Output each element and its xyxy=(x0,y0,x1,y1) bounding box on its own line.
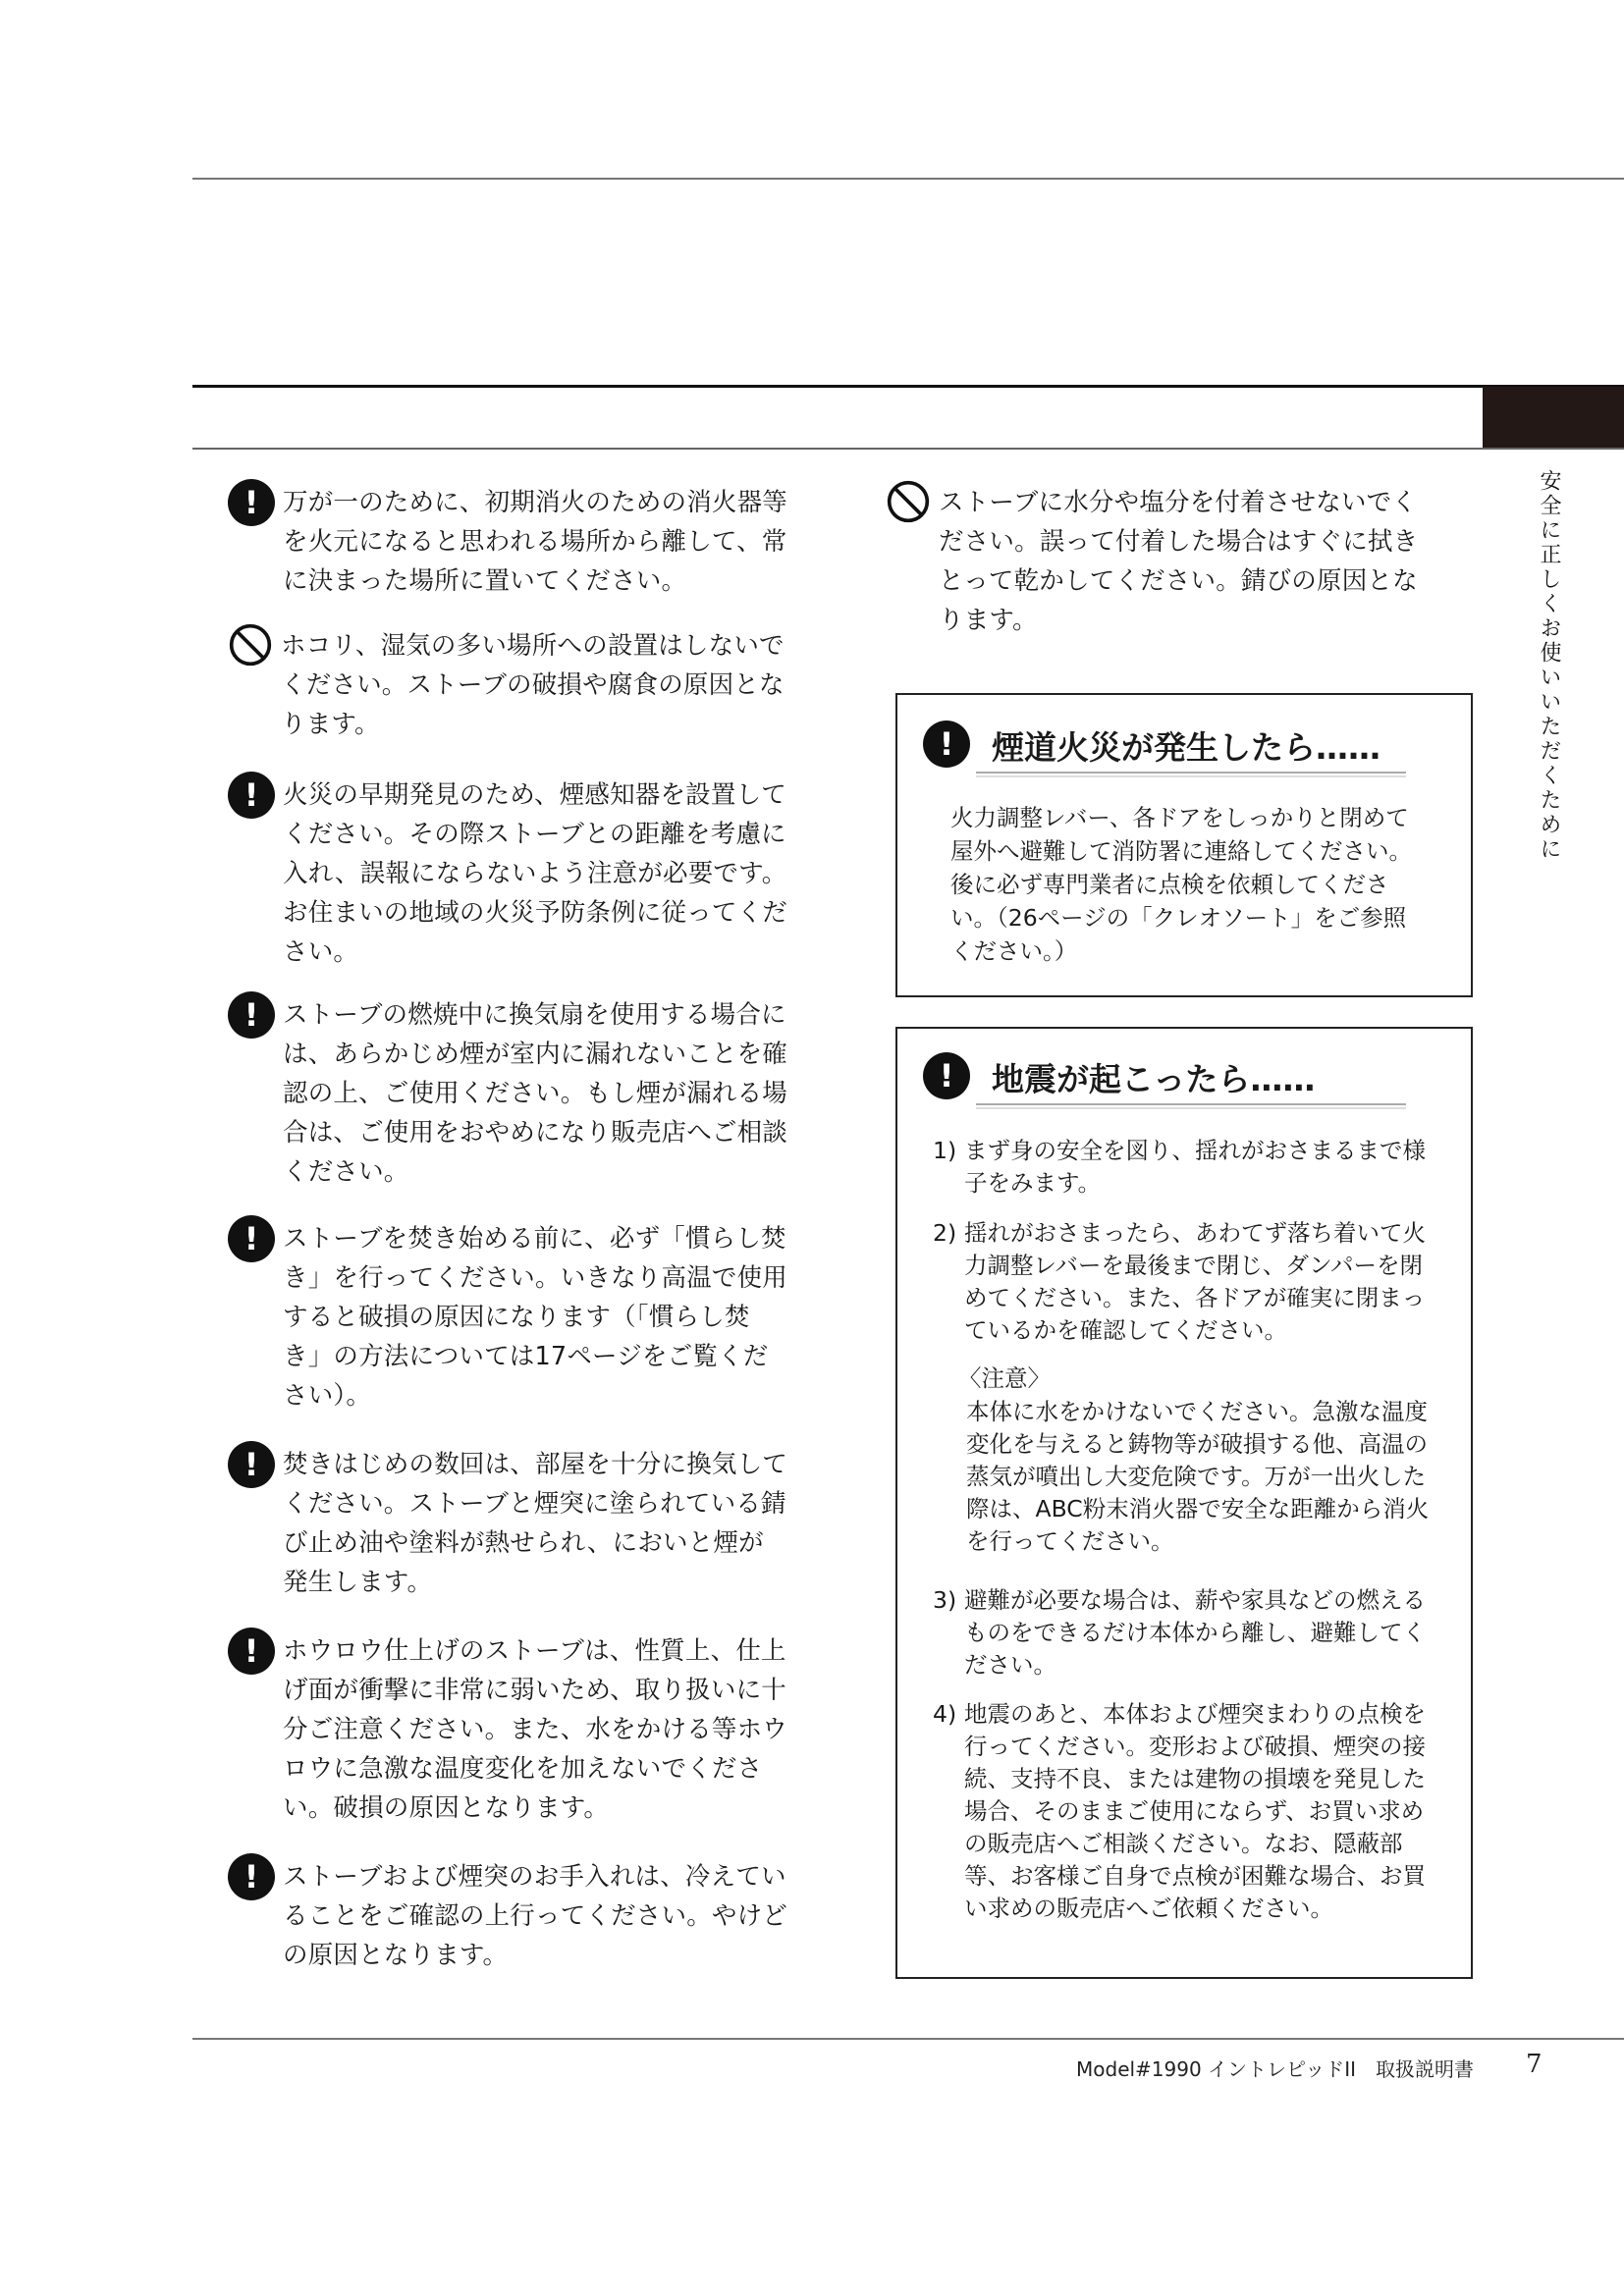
header-subrule xyxy=(192,448,1624,450)
list-text: まず身の安全を図り、揺れがおさまるまで様子をみます。 xyxy=(964,1137,1426,1197)
caution-item xyxy=(228,483,787,601)
list-number: 2) xyxy=(933,1219,957,1247)
box-header xyxy=(923,722,1380,769)
title-underline xyxy=(976,1103,1406,1109)
caution-item xyxy=(228,995,787,1192)
chimney-fire-box xyxy=(895,693,1473,997)
box-title: 地震が起こったら…… xyxy=(992,1060,1316,1098)
list-item xyxy=(933,1135,1432,1200)
caution-text: ストーブおよび煙突のお手入れは、冷えていることをご確認の上行ってください。やけどの原因となります。 xyxy=(283,1862,788,1970)
page-number: 7 xyxy=(1526,2050,1543,2079)
footer-rule xyxy=(192,2038,1624,2040)
caution-item xyxy=(228,1219,787,1415)
caution-item xyxy=(228,775,787,972)
exclamation-icon: ! xyxy=(228,1628,275,1675)
list-item xyxy=(933,1584,1432,1682)
caution-text: 万が一のために、初期消火のための消火器等を火元になると思われる場所から離して、常に決まった場所に置いてください。 xyxy=(283,488,788,596)
list-item xyxy=(933,1217,1432,1347)
exclamation-icon: ! xyxy=(228,1215,275,1262)
list-text: 避難が必要な場合は、薪や家具などの燃えるものをできるだけ本体から離し、避難してください。 xyxy=(964,1586,1426,1679)
note-title: 〈注意〉 xyxy=(958,1364,1051,1392)
list-item xyxy=(933,1698,1432,1925)
caution-text: 火災の早期発見のため、煙感知器を設置してください。その際ストーブとの距離を考慮に入れ、誤報にならないよう注意が必要です。お住まいの地域の火災予防条例に従ってください。 xyxy=(283,780,788,967)
top-rule xyxy=(192,178,1624,180)
exclamation-icon: ! xyxy=(228,772,275,819)
caution-item xyxy=(228,1631,787,1828)
section-title: 安全に正しくお使いいただくために xyxy=(1537,469,1561,862)
list-number: 1) xyxy=(933,1137,957,1164)
section-tab xyxy=(1483,387,1624,448)
caution-item xyxy=(228,626,787,744)
list-number: 3) xyxy=(933,1586,957,1614)
title-underline xyxy=(976,772,1406,777)
caution-item xyxy=(228,1857,787,1975)
footer-model: Model#1990 イントレピッドII 取扱説明書 xyxy=(1076,2057,1475,2081)
list-number: 4) xyxy=(933,1700,957,1728)
exclamation-icon: ! xyxy=(923,721,970,768)
prohibit-icon xyxy=(228,622,273,667)
box-header xyxy=(923,1054,1315,1100)
exclamation-icon: ! xyxy=(228,991,275,1039)
exclamation-icon: ! xyxy=(228,479,275,526)
earthquake-box xyxy=(895,1027,1473,1979)
caution-text: ホコリ、湿気の多い場所への設置はしないでください。ストーブの破損や腐食の原因となります。 xyxy=(281,631,785,739)
caution-text: ホウロウ仕上げのストーブは、性質上、仕上げ面が衝撃に非常に弱いため、取り扱いに十分ご注意ください。また、水をかける等ホウロウに急激な温度変化を加えないでください。破損の原因となります。 xyxy=(283,1636,788,1823)
caution-text: ストーブを焚き始める前に、必ず「慣らし焚き」を行ってください。いきなり高温で使用すると破損の原因になります（「慣らし焚き」の方法については17ページをご覧ください）。 xyxy=(283,1224,788,1411)
list-text: 揺れがおさまったら、あわてず落ち着いて火力調整レバーを最後まで閉じ、ダンパーを閉めてください。また、各ドアが確実に閉まっているかを確認してください。 xyxy=(964,1219,1426,1344)
note-text: 本体に水をかけないでください。急激な温度変化を与えると鋳物等が破損する他、高温の蒸気が噴出し大変危険です。万が一出火した際は、ABC粉末消火器で安全な距離から消火を行ってください。 xyxy=(966,1398,1430,1555)
exclamation-icon: ! xyxy=(228,1441,275,1488)
caution-item xyxy=(228,1445,787,1602)
list-text: 地震のあと、本体および煙突まわりの点検を行ってください。変形および破損、煙突の接続、支持不良、または建物の損壊を発見した場合、そのままご使用にならず、お買い求めの販売店へご相談ください。なお、隠蔽部等、お客様ご自身で点検が困難な場合、お買い求めの販売店へご依頼ください。 xyxy=(964,1700,1426,1922)
header-rule xyxy=(192,385,1624,388)
caution-text: 焚きはじめの数回は、部屋を十分に換気してください。ストーブと煙突に塗られている錆び止め油や塗料が熱せられ、においと煙が発生します。 xyxy=(283,1450,788,1597)
box-body: 火力調整レバー、各ドアをしっかりと閉めて屋外へ避難して消防署に連絡してください。後に必ず専門業者に点検を依頼してください。（26ページの「クレオソート」をご参照ください。） xyxy=(950,804,1412,965)
caution-item xyxy=(886,483,1440,640)
caution-text: ストーブの燃焼中に換気扇を使用する場合には、あらかじめ煙が室内に漏れないことを確認の上、ご使用ください。もし煙が漏れる場合は、ご使用をおやめになり販売店へご相談ください。 xyxy=(283,1000,788,1187)
caution-text: ストーブに水分や塩分を付着させないでください。誤って付着した場合はすぐに拭きとって乾かしてください。錆びの原因となります。 xyxy=(939,488,1419,635)
box-title: 煙道火災が発生したら…… xyxy=(992,728,1380,767)
exclamation-icon: ! xyxy=(228,1853,275,1900)
prohibit-icon xyxy=(886,479,931,524)
exclamation-icon: ! xyxy=(923,1052,970,1099)
